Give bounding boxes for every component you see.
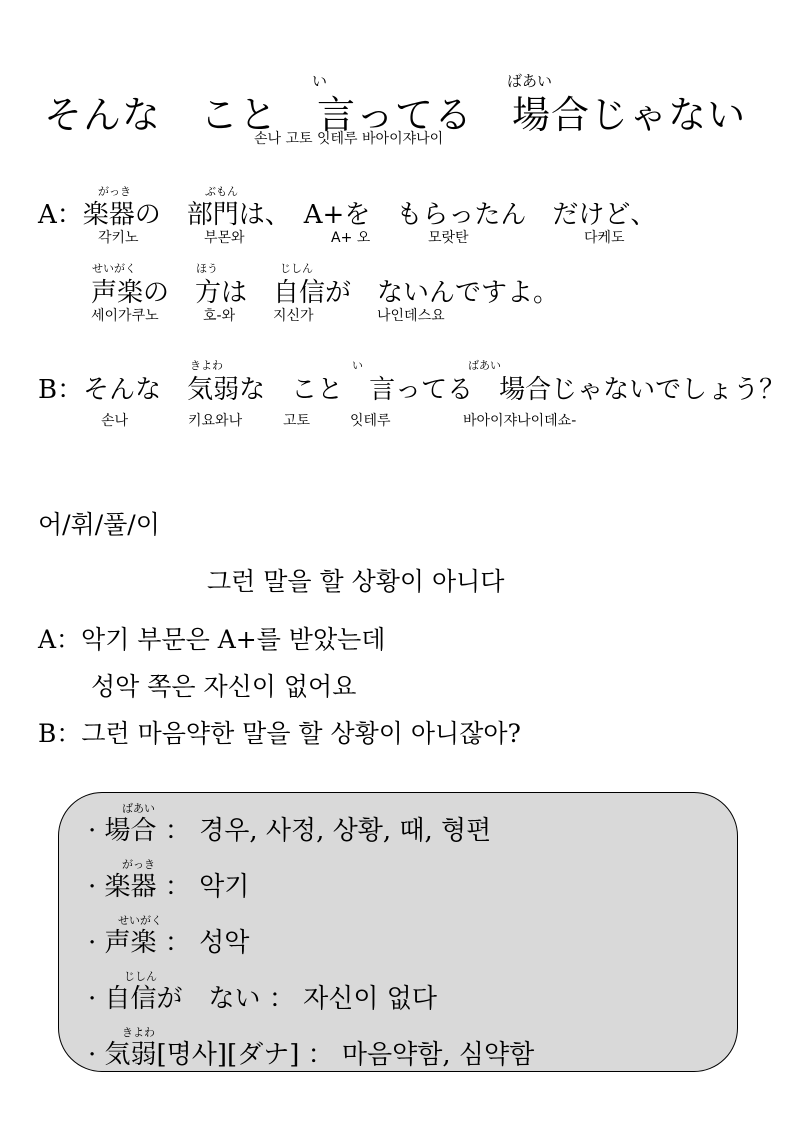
vocab-separator: ： — [268, 984, 295, 1014]
title-post: じゃない — [590, 93, 747, 137]
line3-ko-5: 바아이쟈나이데쇼- — [463, 413, 577, 429]
vocab-item — [88, 978, 437, 1015]
vocab-ruby: じしん — [124, 970, 157, 983]
line3-ko-1: 손나 — [101, 413, 129, 429]
line2-ruby-hou: ほう — [196, 262, 218, 275]
translation-a-line1: A：악기 부문은 A+를 받았는데 — [38, 625, 386, 654]
line2-ko-1: 세이가쿠노 — [91, 308, 159, 324]
vocab-term: 声楽 — [104, 928, 157, 958]
translation-a-line2: 성악 쪽은 자신이 없어요 — [91, 672, 357, 701]
vocab-term: 楽器 — [104, 872, 157, 902]
line3-ko-2: 키요와나 — [188, 413, 243, 429]
line2-ruby-jishin: じしん — [280, 262, 313, 275]
vocab-meaning: 마음약함, 심약함 — [341, 1040, 535, 1070]
title-pre: そんな こと — [44, 93, 318, 137]
vocab-item — [88, 866, 249, 903]
bullet: · — [88, 1040, 97, 1070]
title-korean-reading: 손나 고토 잇테루 바아이쟈나이 — [254, 131, 444, 147]
vocab-term: 気弱[명사][ダナ] — [104, 1040, 300, 1070]
line2-ko-3: 지신가 — [273, 308, 314, 324]
bullet: · — [88, 872, 97, 902]
vocab-ruby: ばあい — [122, 802, 155, 815]
vocab-separator: ： — [164, 872, 191, 902]
line1-ko-3: A+ 오 — [331, 230, 371, 246]
title-kanji-iu: 言 — [317, 93, 357, 137]
vocab-meaning: 경우, 사정, 상황, 때, 형편 — [199, 816, 492, 846]
bullet: · — [88, 928, 97, 958]
title-ruby-i: い — [312, 72, 328, 90]
dialog-line-3 — [38, 369, 785, 406]
line1-ruby-gakki: がっき — [98, 185, 131, 198]
line2-ruby-seigaku: せいがく — [92, 262, 136, 275]
summary-translation: 그런 말을 할 상황이 아니다 — [207, 567, 505, 596]
line1-japanese: 楽器の 部門は、 A+を もらったん だけど、 — [82, 200, 657, 230]
speaker-a-label: A： — [38, 200, 83, 230]
line1-ko-4: 모랏탄 — [428, 230, 469, 246]
line3-ruby-i: い — [352, 359, 363, 372]
line3-ruby-baai: ばあい — [468, 359, 501, 372]
line2-japanese: 声楽の 方は 自信が ないんですよ。 — [91, 278, 560, 308]
vocab-meaning: 성악 — [199, 928, 250, 958]
line1-ko-5: 다케도 — [584, 230, 625, 246]
line3-ruby-kiyowa: きよわ — [190, 359, 223, 372]
bullet: · — [88, 816, 97, 846]
vocab-item — [88, 810, 491, 847]
line3-ko-4: 잇테루 — [350, 413, 391, 429]
line3-japanese: そんな 気弱な こと 言ってる 場合じゃないでしょう？ — [83, 375, 786, 405]
line3-ko-3: 고토 — [283, 413, 311, 429]
vocab-meaning: 자신이 없다 — [303, 984, 437, 1014]
line1-ko-2: 부몬와 — [204, 230, 245, 246]
vocab-meaning: 악기 — [199, 872, 250, 902]
vocab-heading: 어/휘/풀/이 — [38, 510, 160, 539]
bullet: · — [88, 984, 97, 1014]
speaker-b-label: B： — [38, 375, 84, 405]
line1-ko-1: 각키노 — [98, 230, 139, 246]
translation-b-line1: B：그런 마음약한 말을 할 상황이 아니잖아? — [38, 719, 521, 748]
vocab-separator: ： — [307, 1040, 334, 1070]
vocab-term: 自信が ない — [104, 984, 261, 1014]
vocab-ruby: がっき — [122, 858, 155, 871]
vocab-separator: ： — [164, 928, 191, 958]
dialog-line-1 — [38, 194, 656, 231]
title-kanji-baai: 場合 — [512, 93, 591, 137]
vocab-term: 場合 — [104, 816, 157, 846]
vocab-ruby: きよわ — [122, 1026, 155, 1039]
title-mid: ってる — [356, 93, 513, 137]
vocab-item — [88, 1034, 534, 1071]
vocab-ruby: せいがく — [118, 914, 162, 927]
line1-ruby-bumon: ぶもん — [205, 185, 238, 198]
title-ruby-baai: ばあい — [507, 72, 553, 90]
vocab-separator: ： — [164, 816, 191, 846]
line2-ko-4: 나인데스요 — [377, 308, 445, 324]
vocab-item — [88, 922, 249, 959]
line2-ko-2: 호-와 — [203, 308, 236, 324]
